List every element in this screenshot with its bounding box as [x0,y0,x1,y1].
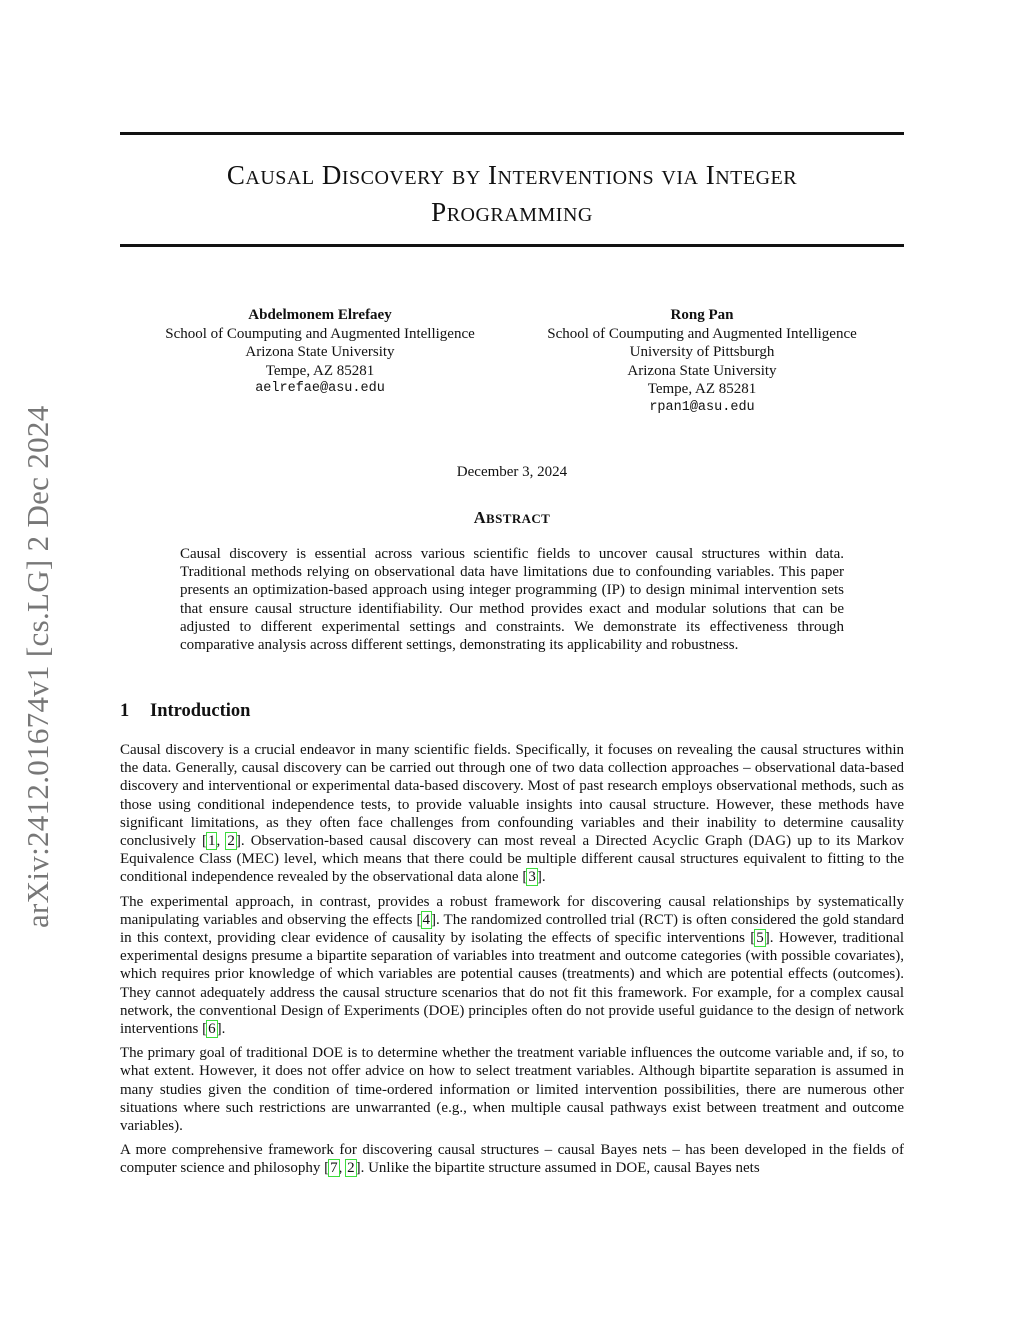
body-paragraph: A more comprehensive framework for discovering causal structures – causal Bayes nets – has been developed in the fields of computer science and philosophy [7, 2]. Unlike the bipartite structure assumed in DOE, causal Bayes nets [120,1142,904,1177]
title-word-cap: C [226,160,246,190]
body-paragraph: The primary goal of traditional DOE is to determine whether the treatment variable influences the outcome variable and, if so, to what extent. However, it does not offer advice on how to select treatment variables. Although bipartite separation is assumed in many studies given the condition of time-ordered information or limited intervention possibilities, there are numerous other situations where such restrictions are unwarranted (e.g., when multiple causal pathways exist between treatment and outcome variables). [120,1045,904,1135]
section-number: 1 [120,701,130,721]
author-block-2 [512,306,892,417]
abstract-heading-cap: A [473,508,487,527]
author-affiliation: School of Coumputing and Augmented Intelligence [165,325,475,342]
citation-link[interactable]: 4 [422,911,430,928]
author-affiliation: School of Coumputing and Augmented Intelligence [547,325,857,342]
citation-link[interactable]: 2 [347,1160,355,1177]
title-bottom-rule [120,244,904,247]
title-word [322,160,445,190]
body-paragraph: The experimental approach, in contrast, provides a robust framework for discovering causal relationships by systematically manipulating variables and observing the effects [4]. The randomized controlled trial (RCT) is often considered the gold standard in this context, providing clear evidence of causality by isolating the effects of specific interventions [5]. However, traditional experimental designs presume a bipartite separation of variables into treatment and outcome categories (with possible covariates), which requires prior knowledge of which variables are potential causes (treatments) and which are potential effects (outcomes). They cannot adequately address the causal structure scenarios that do not fit this framework. For example, for a complex causal network, the conventional Design of Experiments (DOE) principles often do not provide useful guidance to the design of network interventions [6]. [120,893,904,1038]
citation-link[interactable]: 3 [528,869,536,886]
author-block-1 [130,306,510,399]
abstract-heading-rest: BSTRACT [486,511,551,526]
title-word [661,160,698,190]
title-line-1 [120,158,904,195]
title-line-2 [120,195,904,232]
title-word [488,160,654,190]
author-name: Abdelmonem Elrefaey [248,307,392,323]
title-word [706,160,797,190]
title-word-rest: AUSAL [245,167,315,189]
title-word-cap: I [488,160,498,190]
citation-link[interactable]: 6 [208,1021,216,1038]
section-title: Introduction [150,701,251,721]
arxiv-stamp-text: arXiv:2412.01674v1 [cs.LG] 2 Dec 2024 [20,405,55,928]
author-email[interactable]: rpan1@asu.edu [649,399,755,415]
citation-link[interactable]: 5 [756,930,764,947]
title-word-rest: NTERVENTIONS [497,167,655,189]
author-affiliation: Tempe, AZ 85281 [265,362,375,379]
author-name: Rong Pan [670,307,734,323]
author-email[interactable]: aelrefae@asu.edu [255,381,385,396]
citation-link[interactable]: 2 [227,833,235,850]
author-affiliation: University of Pittsburgh [629,344,775,360]
title-top-rule [120,132,904,135]
title-word-cap: D [321,160,342,190]
citation-link[interactable]: 7 [330,1160,338,1177]
title-word [452,160,481,190]
citation-link[interactable]: 1 [207,833,216,850]
title-word-rest: VIA [661,167,699,189]
title-word-rest: ISCOVERY [341,167,445,189]
title-word-cap: I [705,160,716,190]
introduction-body [120,741,904,1184]
paper-date: December 3, 2024 [456,464,568,480]
title-word-rest: ROGRAMMING [446,204,593,226]
abstract-heading [0,508,1024,528]
author-affiliation: Arizona State University [245,344,395,360]
title-word-rest: NTEGER [715,167,798,189]
author-affiliation: Arizona State University [627,362,777,379]
title-word [227,160,315,190]
title-word-rest: BY [452,167,481,189]
body-paragraph: Causal discovery is a crucial endeavor in many scientific fields. Specifically, it focuses on revealing the causal structures within the data. Generally, causal discovery can be carried out through one of two data collection approaches – observational data-based discovery and interventional or experimental data-based discovery. Most of past research employs observational methods, such as those using conditional independence tests, to provide valuable insights into causal structure. However, these methods have significant limitations, as they often face challenges from confounding variables and their inability to determine causality conclusively [1, 2]. Observation-based causal discovery can most reveal a Directed Acyclic Graph (DAG) up to its Markov Equivalence Class (MEC) level, which means that there could be multiple different causal structures equivalent to fitting to the conditional independence revealed by the observational data alone [3]. [120,742,904,886]
abstract-text: Causal discovery is essential across various scientific fields to uncover causal structures within data. Traditional methods relying on observational data have limitations due to confounding variables. This paper presents an optimization-based approach using integer programming (IP) to design minimal intervention sets that ensure causal structure identifiability. Our method provides exact and modular solutions that can be adjusted to different experimental settings and constraints. We demonstrate its effectiveness through comparative analysis across different settings, demonstrating its applicability and robustness. [180,546,844,654]
paper-title [120,158,904,232]
author-affiliation: Tempe, AZ 85281 [647,381,757,397]
section-heading-introduction [120,701,250,722]
title-word [431,197,593,227]
title-word-cap: P [431,197,447,227]
